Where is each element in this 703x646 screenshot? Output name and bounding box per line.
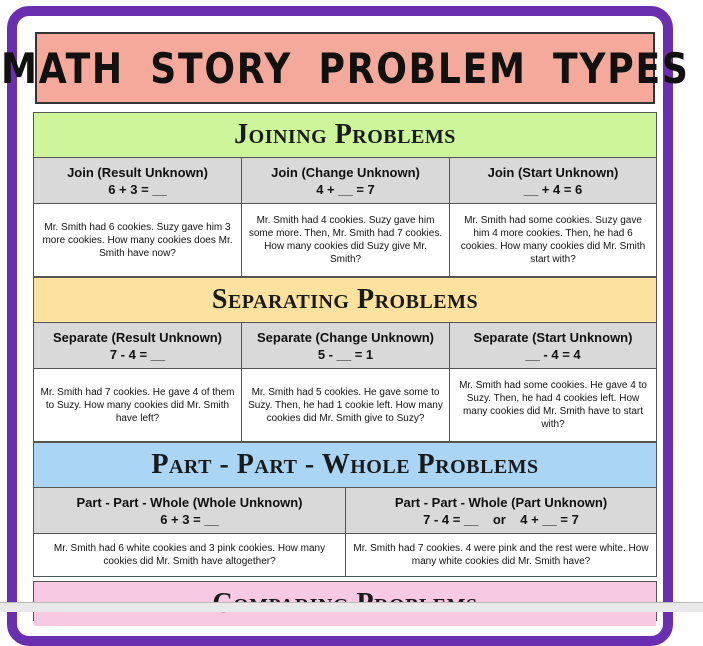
part-unknown-header [346, 488, 656, 534]
column-label: Join (Result Unknown) [67, 164, 208, 180]
comparing-section [33, 581, 657, 621]
part-part-whole-section [33, 442, 657, 577]
story-text: Mr. Smith had 7 cookies. 4 were pink and the rest were white. How many white cookies did Mr. Smith have? [346, 534, 656, 576]
story-text: Mr. Smith had some cookies. He gave 4 to Suzy. Then, he had 4 cookies left. How many cookies did Mr. Smith have to start with? [450, 369, 656, 441]
equation: 5 - __ = 1 [317, 346, 374, 362]
column-label: Join (Start Unknown) [487, 164, 619, 180]
column-label: Part - Part - Whole (Part Unknown) [394, 494, 608, 510]
separate-result-unknown-header [34, 323, 242, 369]
part-part-whole-heading: Part - Part - Whole Problems [34, 443, 656, 488]
joining-heading: Joining Problems [34, 113, 656, 158]
column-label: Separate (Result Unknown) [52, 329, 223, 345]
joining-header-row [34, 158, 656, 204]
part-part-whole-story-row [34, 534, 656, 576]
equation: __ - 4 = 4 [525, 346, 581, 362]
separating-story-row [34, 369, 656, 441]
story-text: Mr. Smith had 6 cookies. Suzy gave him 3 more cookies. How many cookies does Mr. Smith have now? [34, 204, 242, 276]
story-text: Mr. Smith had 7 cookies. He gave 4 of them to Suzy. How many cookies did Mr. Smith have left? [34, 369, 242, 441]
separating-section [33, 277, 657, 442]
column-label: Part - Part - Whole (Whole Unknown) [76, 494, 303, 510]
equation: __ + 4 = 6 [523, 181, 583, 197]
column-label: Separate (Start Unknown) [473, 329, 633, 345]
story-text: Mr. Smith had 5 cookies. He gave some to Suzy. Then, he had 1 cookie left. How many cookies did Mr. Smith give to Suzy? [242, 369, 450, 441]
whole-unknown-header [34, 488, 346, 534]
equation: 7 - 4 = __ [109, 346, 166, 362]
column-label: Join (Change Unknown) [271, 164, 420, 180]
separate-change-unknown-header [242, 323, 450, 369]
equation: 4 + __ = 7 [316, 181, 375, 197]
story-text: Mr. Smith had 4 cookies. Suzy gave him some more. Then, Mr. Smith had 7 cookies. How many cookies did Suzy give Mr. Smith? [242, 204, 450, 276]
equation: 6 + 3 = __ [108, 181, 167, 197]
title-banner [0, 32, 690, 104]
column-label: Separate (Change Unknown) [257, 329, 434, 345]
equation: 6 + 3 = __ [160, 511, 219, 527]
join-start-unknown-header [450, 158, 656, 204]
equation: 7 - 4 = __ or 4 + __ = 7 [423, 511, 579, 527]
story-text: Mr. Smith had 6 white cookies and 3 pink cookies. How many cookies did Mr. Smith have altogether? [34, 534, 346, 576]
joining-section [33, 112, 657, 277]
story-text: Mr. Smith had some cookies. Suzy gave him 4 more cookies. Then, he had 6 cookies. How many cookies did Mr. Smith start with? [450, 204, 656, 276]
separating-header-row [34, 323, 656, 369]
part-part-whole-header-row [34, 488, 656, 534]
join-change-unknown-header [242, 158, 450, 204]
separate-start-unknown-header [450, 323, 656, 369]
joining-story-row [34, 204, 656, 276]
join-result-unknown-header [34, 158, 242, 204]
page-title: MATH STORY PROBLEM TYPES [0, 43, 690, 93]
separating-heading: Separating Problems [34, 278, 656, 323]
